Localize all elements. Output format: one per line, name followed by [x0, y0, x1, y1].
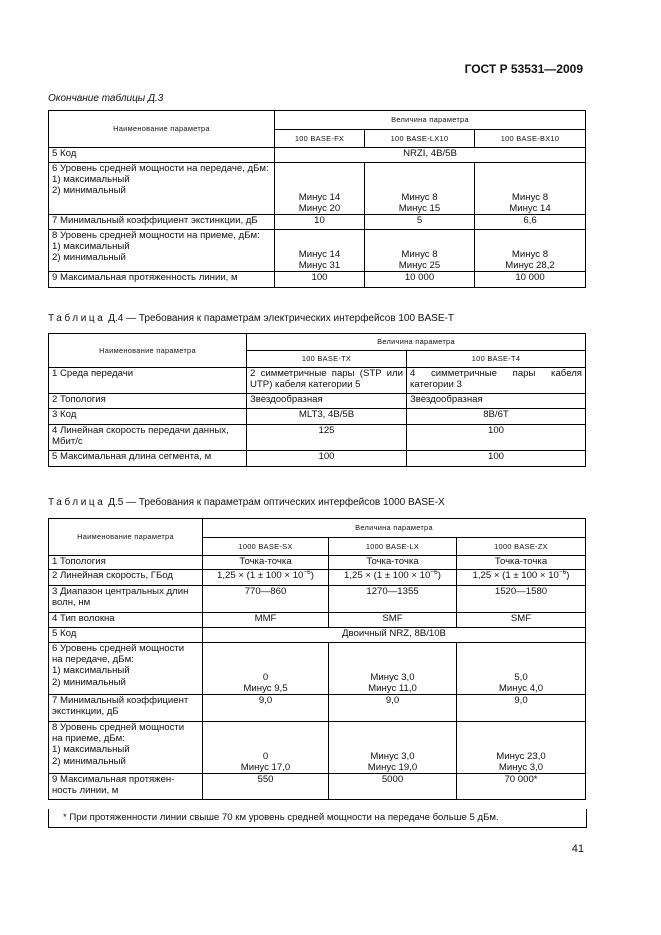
row-label: 8 Уровень средней мощности на приеме, дБм: 1) максимальный 2) минимальный — [49, 722, 203, 774]
row-label: 8 Уровень средней мощности на приеме, дБм: 1) максимальный 2) минимальный — [49, 230, 275, 272]
row-label: 1 Среда передачи — [49, 368, 247, 394]
cell-value: 10 000 — [365, 272, 475, 288]
value-header: Величина параметра — [275, 111, 586, 130]
table-row — [49, 570, 586, 586]
param-header: Наименование параметра — [49, 111, 275, 148]
cell-value: 8B/6T — [407, 409, 586, 425]
cell-value: 770—860 — [203, 586, 329, 613]
col-header: 100 BASE-FX — [275, 130, 365, 148]
table-d5 — [48, 518, 586, 800]
cell-value: Минус 8 Минус 25 — [365, 230, 475, 272]
table-row — [49, 215, 586, 230]
row-label: 4 Линейная скорость передачи данных, Мбит/с — [49, 425, 247, 451]
cell-value: Минус 14 Минус 20 — [275, 163, 365, 215]
cell-value: 6,6 — [475, 215, 586, 230]
table-row — [49, 613, 586, 628]
table-row — [49, 230, 586, 272]
cell-value: Точка-точка — [329, 556, 457, 570]
cell-value: MMF — [203, 613, 329, 628]
table-row — [49, 556, 586, 570]
col-header: 1000 BASE-SX — [203, 538, 329, 556]
cell-value: SMF — [329, 613, 457, 628]
table-row — [49, 368, 586, 394]
col-header: 100 BASE-LX10 — [365, 130, 475, 148]
row-label: 4 Тип волокна — [49, 613, 203, 628]
value-header: Величина параметра — [203, 519, 586, 538]
row-label: 2 Топология — [49, 394, 247, 409]
cell-value: 4 симметричные пары кабеля категории 3 — [407, 368, 586, 394]
row-label: 3 Код — [49, 409, 247, 425]
cell-value: 125 — [247, 425, 407, 451]
document-header: ГОСТ Р 53531—2009 — [464, 62, 583, 76]
row-label: 6 Уровень средней мощности на передаче, дБм: 1) максимальный 2) минимальный — [49, 643, 203, 695]
table-d3 — [48, 110, 586, 288]
row-label: 9 Максимальная протяженность линии, м — [49, 272, 275, 288]
cell-value: 10 000 — [475, 272, 586, 288]
row-label: 3 Диапазон центральных длин волн, нм — [49, 586, 203, 613]
row-label: 7 Минимальный коэффициент экстинкции, дБ — [49, 215, 275, 230]
cell-value: Минус 8 Минус 28,2 — [475, 230, 586, 272]
table-row — [49, 722, 586, 774]
param-header: Наименование параметра — [49, 519, 203, 556]
cell-value: 0 Минус 9,5 — [203, 643, 329, 695]
cell-value: Звездообразная — [247, 394, 407, 409]
cell-value: NRZI, 4B/5B — [275, 148, 586, 163]
cell-value: 1520—1580 — [457, 586, 586, 613]
table-row — [49, 409, 586, 425]
cell-value: 0 Минус 17,0 — [203, 722, 329, 774]
table-row — [49, 695, 586, 722]
cell-value: 9,0 — [329, 695, 457, 722]
table-row — [49, 148, 586, 163]
param-header: Наименование параметра — [49, 334, 247, 368]
col-header: 1000 BASE-LX — [329, 538, 457, 556]
cell-value: 2 симметричные пары (STP или UTP) кабеля категории 5 — [247, 368, 407, 394]
cell-value: $1,25 \times (1 \pm 100 \times 10^{-6})$ — [457, 570, 586, 586]
cell-value: 9,0 — [457, 695, 586, 722]
cell-value: 5000 — [329, 774, 457, 800]
cell-value: 100 — [407, 451, 586, 467]
cell-value: Точка-точка — [457, 556, 586, 570]
row-label: 2 Линейная скорость, ГБод — [49, 570, 203, 586]
table-row — [49, 628, 586, 643]
table-row — [49, 394, 586, 409]
cell-value: Двоичный NRZ, 8B/10B — [203, 628, 586, 643]
cell-value: SMF — [457, 613, 586, 628]
table-d4-caption: Таблица Д.4 — Требования к параметрам электрических интерфейсов 100 BASE-T — [48, 313, 454, 324]
cell-value: 100 — [275, 272, 365, 288]
table-d5-caption: Таблица Д.5 — Требования к параметрам оптических интерфейсов 1000 BASE-X — [48, 497, 445, 508]
cell-value: 70 000* — [457, 774, 586, 800]
cell-value: Звездообразная — [407, 394, 586, 409]
table-row — [49, 643, 586, 695]
cell-value: 100 — [407, 425, 586, 451]
cell-value: Минус 23,0 Минус 3,0 — [457, 722, 586, 774]
cell-value: 1270—1355 — [329, 586, 457, 613]
cell-value: Минус 3,0 Минус 19,0 — [329, 722, 457, 774]
table-row — [49, 425, 586, 451]
table-row — [49, 163, 586, 215]
row-label: 5 Код — [49, 148, 275, 163]
col-header: 100 BASE-BX10 — [475, 130, 586, 148]
row-label: 5 Код — [49, 628, 203, 643]
cell-value: 100 — [247, 451, 407, 467]
col-header: 100 BASE-T4 — [407, 351, 586, 368]
cell-value: Минус 3,0 Минус 11,0 — [329, 643, 457, 695]
row-label: 1 Топология — [49, 556, 203, 570]
table-row — [49, 586, 586, 613]
cell-value: Точка-точка — [203, 556, 329, 570]
table-d5-footnote: * При протяженности линии свыше 70 км уровень средней мощности на передаче больше 5 дБм. — [48, 809, 587, 828]
row-label: 5 Максимальная длина сегмента, м — [49, 451, 247, 467]
page-number: 41 — [571, 843, 584, 855]
cell-value: 9,0 — [203, 695, 329, 722]
cell-value: 5,0 Минус 4,0 — [457, 643, 586, 695]
cell-value: 5 — [365, 215, 475, 230]
row-label: 7 Минимальный коэффициент экстинкции, дБ — [49, 695, 203, 722]
table-d3-continuation-caption: Окончание таблицы Д.3 — [48, 93, 164, 104]
row-label: 6 Уровень средней мощности на передаче, дБм: 1) максимальный 2) минимальный — [49, 163, 275, 215]
cell-value: 10 — [275, 215, 365, 230]
cell-value: Минус 14 Минус 31 — [275, 230, 365, 272]
table-d4 — [48, 333, 586, 467]
cell-value: Минус 8 Минус 14 — [475, 163, 586, 215]
row-label: 9 Максимальная протяжен- ность линии, м — [49, 774, 203, 800]
cell-value: MLT3, 4B/5B — [247, 409, 407, 425]
col-header: 1000 BASE-ZX — [457, 538, 586, 556]
table-row — [49, 272, 586, 288]
cell-value: $1,25 \times (1 \pm 100 \times 10^{-6})$ — [203, 570, 329, 586]
cell-value: $1,25 \times (1 \pm 100 \times 10^{-6})$ — [329, 570, 457, 586]
cell-value: 550 — [203, 774, 329, 800]
col-header: 100 BASE-TX — [247, 351, 407, 368]
cell-value: Минус 8 Минус 15 — [365, 163, 475, 215]
table-row — [49, 451, 586, 467]
table-row — [49, 774, 586, 800]
value-header: Величина параметра — [247, 334, 586, 351]
